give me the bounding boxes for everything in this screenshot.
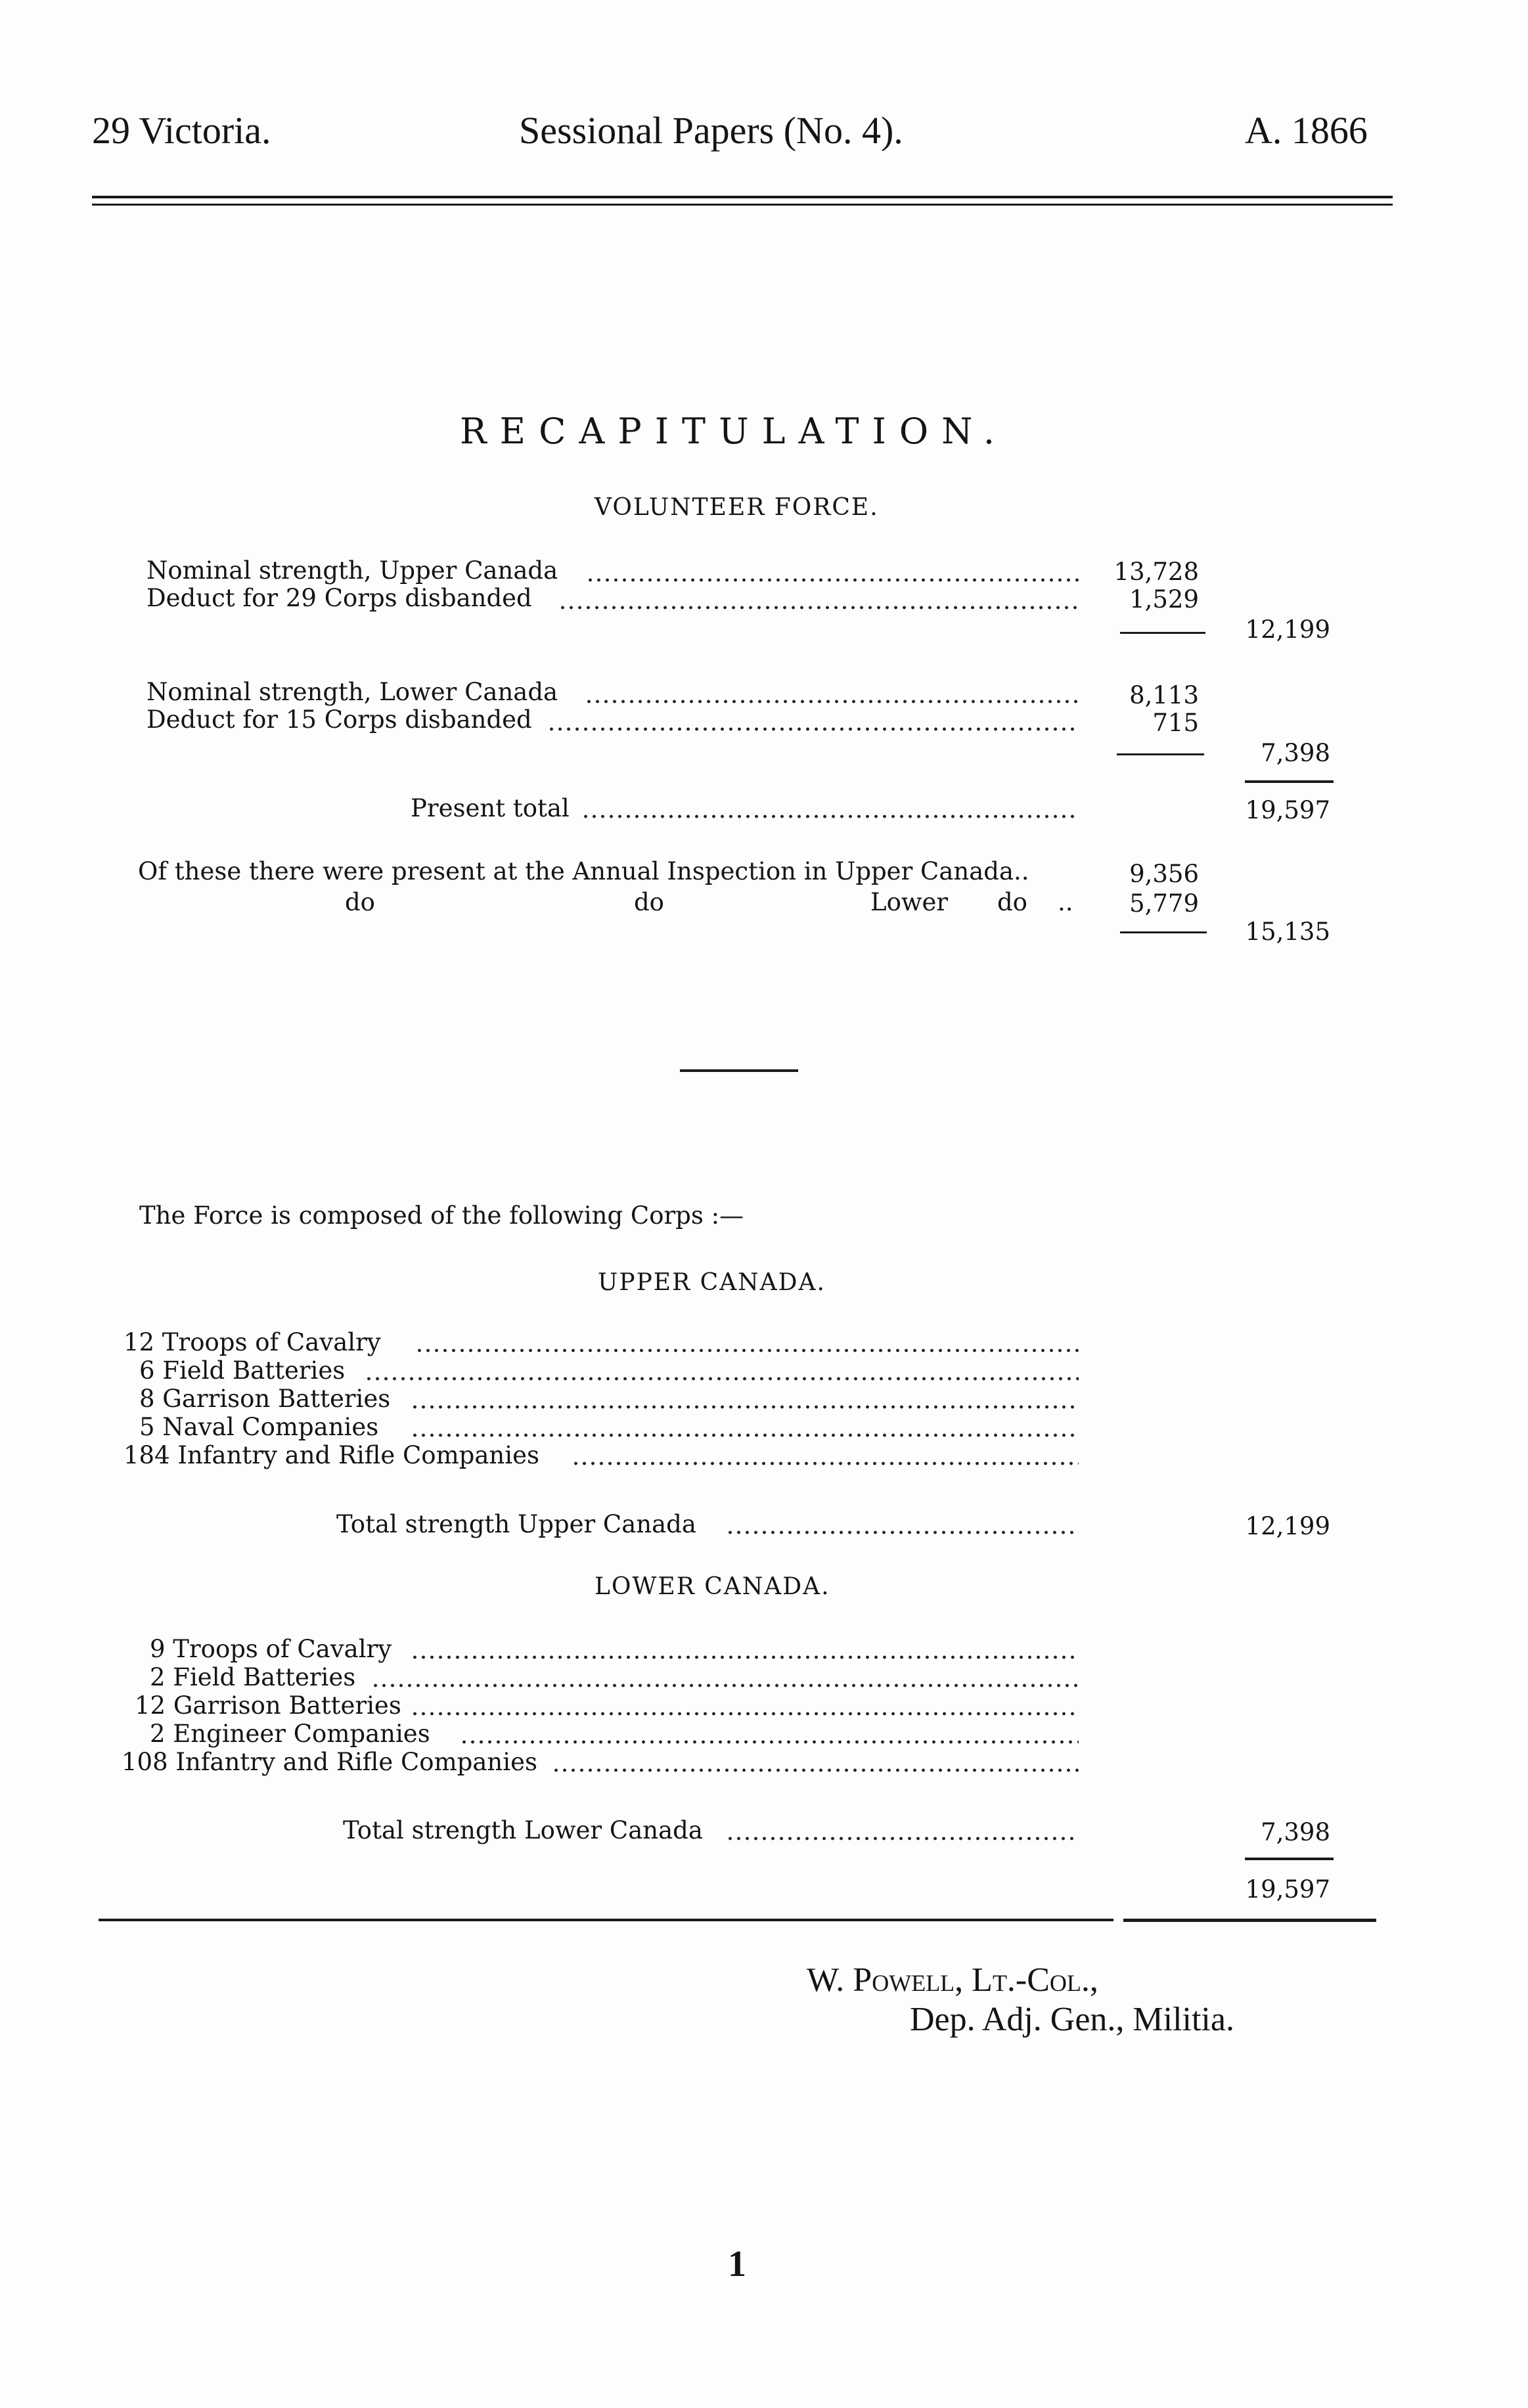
list-item: 5 Naval Companies [139,1413,379,1441]
lower-net-value: 7,398 [1261,739,1330,767]
leader-dots [411,1433,1079,1437]
inspection-total-value: 15,135 [1245,918,1330,946]
upper-nominal-value: 13,728 [1113,558,1199,586]
inspection-upper-value: 9,356 [1129,860,1199,888]
inspection-do-2: do [634,888,664,916]
header-rule-bottom [92,204,1393,206]
lower-deduct-label: Deduct for 15 Corps disbanded [146,705,532,734]
header-rule-top [92,196,1393,198]
signature-line-2: Dep. Adj. Gen., Militia. [910,2001,1234,2038]
section-divider [680,1069,798,1072]
composition-intro: The Force is composed of the following Corps :— [139,1201,744,1230]
leader-dots [547,727,1079,731]
inspection-do-3: do [997,888,1027,916]
subtotal-rule [1120,931,1207,933]
leader-dots [365,1377,1079,1381]
page-title: RECAPITULATION. [460,411,1008,452]
list-item: 184 Infantry and Rifle Companies [124,1441,539,1469]
list-item: 108 Infantry and Rifle Companies [122,1748,537,1776]
leader-dots [552,1768,1079,1772]
leader-dots [572,1461,1079,1465]
upper-total-label: Total strength Upper Canada [336,1510,696,1538]
list-item: 12 Garrison Batteries [135,1691,401,1720]
inspection-upper-label: Of these there were present at the Annual Inspection in Upper Canada.. [138,857,1029,885]
volunteer-heading: VOLUNTEER FORCE. [595,494,879,521]
leader-dots [586,578,1079,582]
bottom-rule-right [1123,1919,1376,1922]
page-number: 1 [728,2244,746,2285]
leader-dots [415,1349,1079,1352]
list-item: 6 Field Batteries [139,1356,346,1385]
lower-total-label: Total strength Lower Canada [343,1816,703,1844]
header-left: 29 Victoria. [92,109,271,152]
leader-dots [371,1683,1079,1687]
upper-total-value: 12,199 [1245,1512,1330,1540]
upper-deduct-label: Deduct for 29 Corps disbanded [146,584,532,612]
inspection-lower-label: Lower [870,888,949,916]
leader-dots [460,1740,1079,1744]
leader-dots [411,1712,1079,1716]
inspection-dots: .. [1058,888,1073,916]
grand-total-value: 19,597 [1245,1875,1330,1904]
subtotal-rule [1120,632,1205,634]
list-item: 2 Field Batteries [150,1663,356,1691]
bottom-rule [99,1919,1113,1921]
leader-dots [581,814,1079,818]
subtotal-rule [1117,753,1204,755]
lower-nominal-label: Nominal strength, Lower Canada [146,678,558,706]
leader-dots [411,1405,1079,1409]
upper-canada-heading: UPPER CANADA. [598,1269,826,1296]
signature-line-1: W. Powell, Lt.-Col., [807,1961,1098,1999]
leader-dots [585,700,1079,703]
list-item: 9 Troops of Cavalry [150,1635,392,1663]
header-right: A. 1866 [1245,109,1368,152]
present-total-label: Present total [411,794,570,822]
leader-dots [726,1530,1079,1534]
total-rule [1245,1858,1334,1860]
list-item: 8 Garrison Batteries [139,1385,391,1413]
leader-dots [558,606,1079,610]
lower-total-value: 7,398 [1261,1818,1330,1846]
inspection-do-1: do [345,888,375,916]
present-total-value: 19,597 [1245,796,1330,824]
upper-deduct-value: 1,529 [1129,585,1199,613]
leader-dots [726,1837,1079,1840]
total-rule [1245,780,1334,783]
lower-deduct-value: 715 [1152,709,1199,737]
lower-nominal-value: 8,113 [1129,681,1199,709]
upper-nominal-label: Nominal strength, Upper Canada [146,556,558,585]
inspection-lower-value: 5,779 [1129,889,1199,918]
header-center: Sessional Papers (No. 4). [519,109,903,152]
lower-canada-heading: LOWER CANADA. [595,1573,830,1600]
upper-net-value: 12,199 [1245,615,1330,644]
list-item: 2 Engineer Companies [150,1720,430,1748]
list-item: 12 Troops of Cavalry [124,1328,381,1356]
leader-dots [411,1655,1079,1659]
